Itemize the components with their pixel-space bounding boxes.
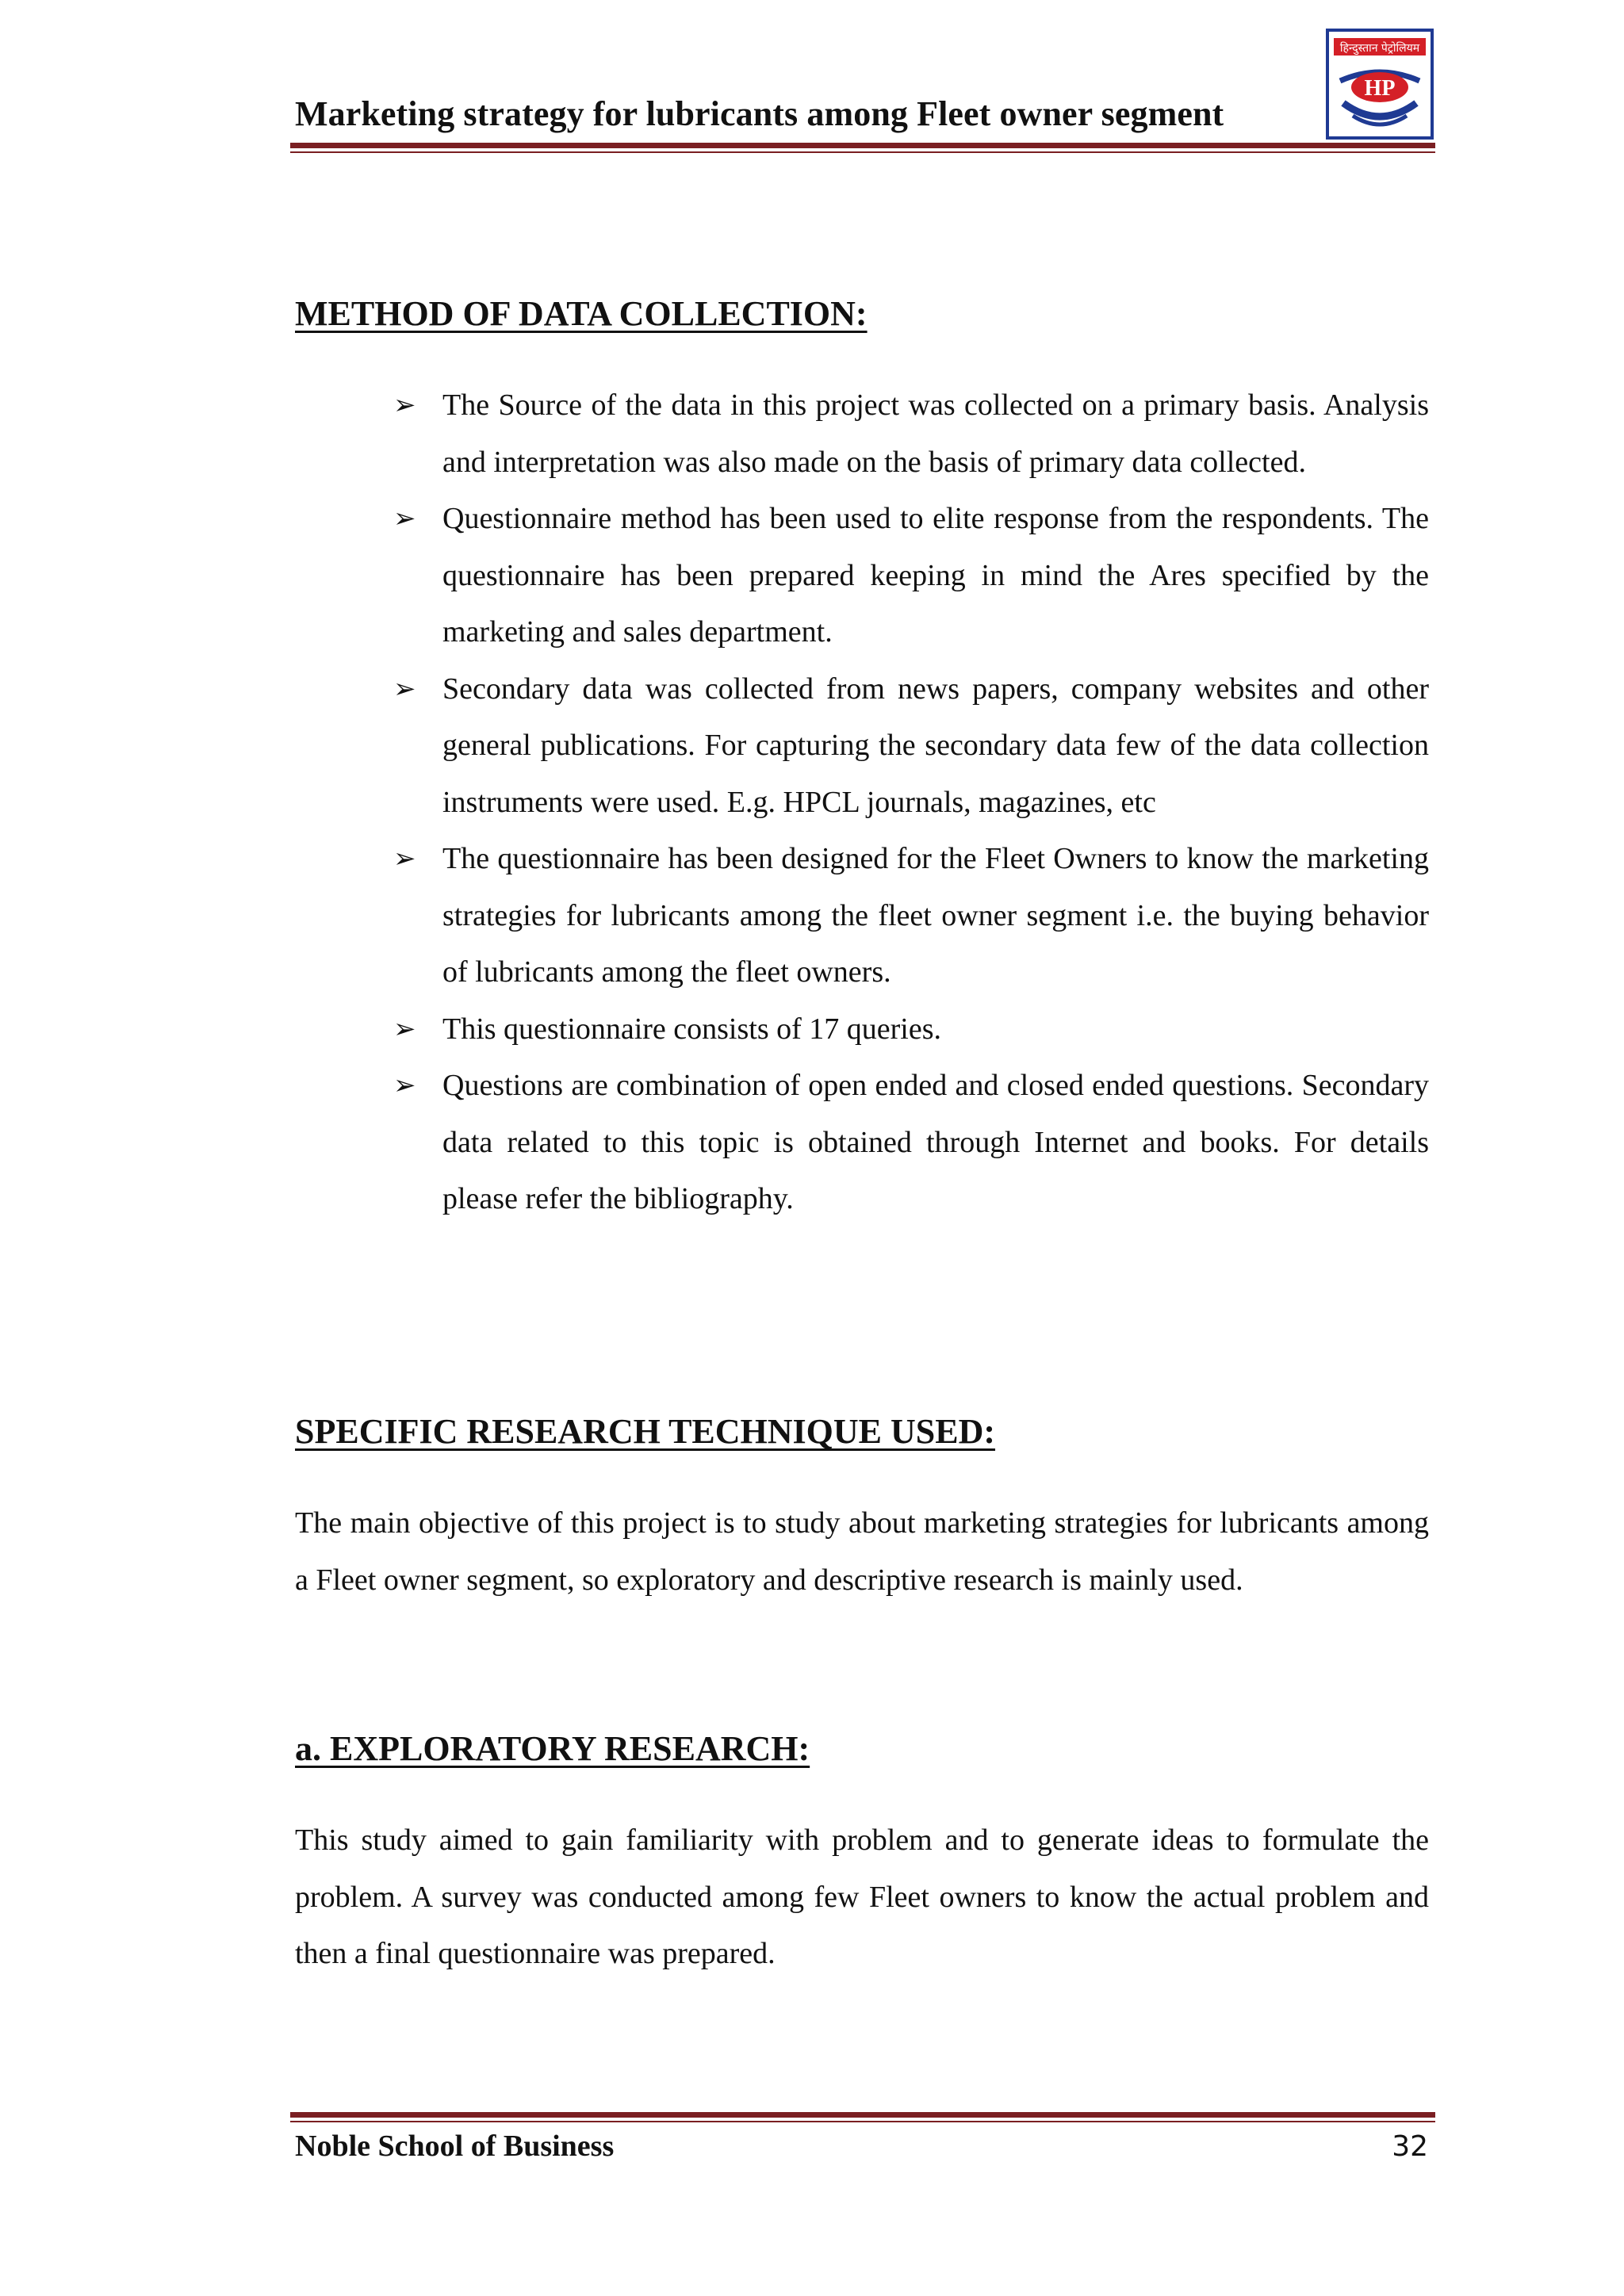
list-item bbox=[392, 661, 1429, 832]
arrowhead-bullet-icon: ➢ bbox=[393, 672, 416, 705]
logo-top-text: हिन्दुस्तान पेट्रोलियम bbox=[1339, 42, 1420, 55]
logo-mark-text: HP bbox=[1364, 76, 1396, 101]
arrowhead-bullet-icon: ➢ bbox=[393, 843, 416, 874]
arrowhead-bullet-icon: ➢ bbox=[393, 1070, 416, 1101]
page-header-title: Marketing strategy for lubricants among Fleet owner segment bbox=[295, 94, 1224, 133]
list-item bbox=[392, 1001, 1429, 1058]
arrowhead-bullet-icon: ➢ bbox=[393, 1012, 416, 1045]
bullet-text: This questionnaire consists of 17 queries. bbox=[442, 1012, 942, 1046]
bullet-text: The questionnaire has been designed for the Fleet Owners to know the marketing strategies for lubricants among the fleet owner segment i.e. the buying behavior of lubricants among the fleet owners. bbox=[442, 842, 1429, 989]
arrowhead-bullet-icon: ➢ bbox=[393, 503, 416, 534]
footer-rule-thick bbox=[290, 2112, 1435, 2118]
list-item bbox=[392, 377, 1429, 491]
section-heading-data-collection: METHOD OF DATA COLLECTION: bbox=[295, 294, 868, 333]
exploratory-research-paragraph: This study aimed to gain familiarity with problem and to generate ideas to formulate the problem. A survey was conducted among few Fleet owners to know the actual problem and then a final questionnaire was prepared. bbox=[295, 1823, 1429, 1970]
data-collection-bullet-list bbox=[392, 377, 1429, 1228]
bullet-text: Questionnaire method has been used to elite response from the respondents. The questionnaire has been prepared keeping in mind the Ares specified by the marketing and sales department. bbox=[442, 502, 1429, 649]
bullet-text: The Source of the data in this project was collected on a primary basis. Analysis and interpretation was also made on the basis of primary data collected. bbox=[442, 388, 1429, 479]
bullet-text: Secondary data was collected from news papers, company websites and other general publications. For capturing the secondary data few of the data collection instruments were used. E.g. HPCL journals, magazines, etc bbox=[442, 672, 1429, 819]
bullet-text: Questions are combination of open ended and closed ended questions. Secondary data related to this topic is obtained through Internet and books. For details please refer the bibliography. bbox=[442, 1069, 1429, 1215]
header-rule-thin bbox=[290, 151, 1435, 153]
header-rule-thick bbox=[290, 143, 1435, 148]
section-heading-exploratory-research: a. EXPLORATORY RESEARCH: bbox=[295, 1729, 810, 1768]
list-item bbox=[392, 491, 1429, 661]
list-item bbox=[392, 831, 1429, 1001]
list-item bbox=[392, 1058, 1429, 1228]
section-heading-research-technique: SPECIFIC RESEARCH TECHNIQUE USED: bbox=[295, 1412, 996, 1451]
research-technique-paragraph: The main objective of this project is to study about marketing strategies for lubricants among a Fleet owner segment, so exploratory and descriptive research is mainly used. bbox=[295, 1506, 1429, 1597]
page-number: 32 bbox=[1392, 2130, 1428, 2163]
arrowhead-bullet-icon: ➢ bbox=[393, 389, 416, 421]
footer-institution: Noble School of Business bbox=[295, 2130, 615, 2163]
footer-rule-thin bbox=[290, 2121, 1435, 2122]
hp-logo-icon bbox=[1326, 29, 1434, 140]
